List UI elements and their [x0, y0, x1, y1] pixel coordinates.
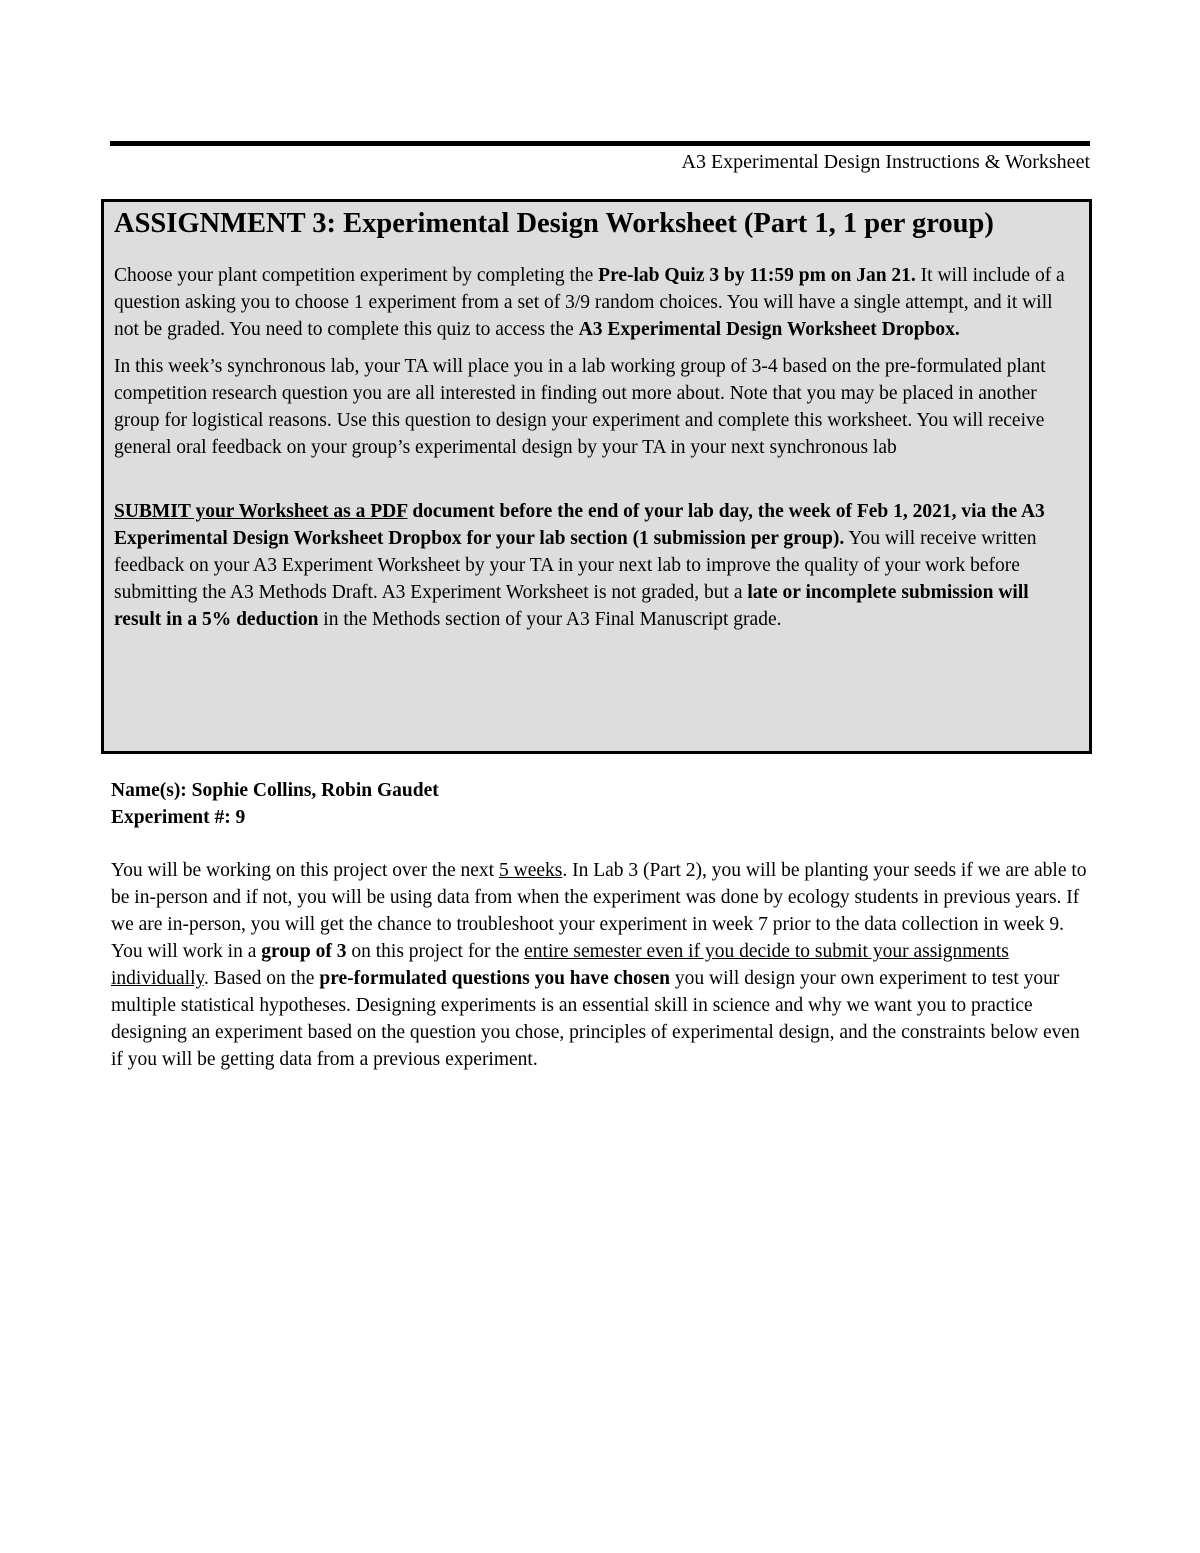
quiz-instructions-paragraph: [114, 262, 1079, 343]
assignment-instructions-box: [101, 199, 1092, 754]
dropbox-name: A3 Experimental Design Worksheet Dropbox.: [578, 319, 960, 340]
header-rule: [110, 141, 1090, 146]
assignment-heading: ASSIGNMENT 3: Experimental Design Worksheet (Part 1, 1 per group): [114, 208, 994, 239]
late-penalty: late or incomplete submission will result in a 5% deduction: [114, 582, 1029, 630]
group-size: group of 3: [261, 941, 347, 962]
lab-group-paragraph: In this week’s synchronous lab, your TA will place you in a lab working group of 3-4 based on the pre-formulated plant competition research question you are all interested in finding out more about. Note that you may be placed in another group for logistical reasons. Use this question to design your experiment and complete this worksheet. You will receive general oral feedback on your group’s experimental design by your TA in your next synchronous lab: [114, 356, 1046, 458]
submission-deadline: document before the end of your lab day, the week of Feb 1, 2021, via the A3 Experimental Design Worksheet Dropbox for your lab section (1 submission per group).: [114, 501, 1045, 549]
document-header-title: A3 Experimental Design Instructions & Worksheet: [681, 151, 1090, 173]
overview-text-c: on this project for the: [346, 941, 525, 962]
submission-paragraph: [114, 498, 1079, 633]
quiz-text-a: Choose your plant competition experiment by completing the: [114, 265, 599, 286]
semester-commitment: entire semester even if you decide to submit your assignments individually: [111, 941, 1009, 989]
group-names: Name(s): Sophie Collins, Robin Gaudet: [111, 780, 439, 801]
experiment-number: Experiment #: 9: [111, 807, 246, 828]
project-duration: 5 weeks: [498, 860, 563, 881]
group-info: [111, 777, 439, 831]
submission-text-a: You will receive written feedback on your A3 Experiment Worksheet by your TA in your next lab to improve the quality of your work before submitting the A3 Methods Draft. A3 Experiment Worksheet is not graded, but a: [114, 528, 1037, 603]
overview-text-a: You will be working on this project over the next: [111, 860, 499, 881]
chosen-questions: pre-formulated questions you have chosen: [319, 968, 671, 989]
submit-pdf-emphasis: SUBMIT your Worksheet as a PDF: [114, 501, 408, 522]
overview-text-d: . Based on the: [203, 968, 320, 989]
quiz-text-b: It will include of a question asking you to choose 1 experiment from a set of 3/9 random choices. You will have a single attempt, and it will not be graded. You need to complete this quiz to access the: [114, 265, 1065, 340]
submission-text-b: in the Methods section of your A3 Final Manuscript grade.: [318, 609, 782, 630]
overview-text-e: you will design your own experiment to test your multiple statistical hypotheses. Designing experiments is an essential skill in science and why we want you to practice designing an experiment based on the question you chose, principles of experimental design, and the constraints below even if you will be getting data from a previous experiment.: [111, 968, 1080, 1070]
quiz-deadline: Pre-lab Quiz 3 by 11:59 pm on Jan 21.: [598, 265, 916, 286]
overview-text-b: . In Lab 3 (Part 2), you will be planting your seeds if we are able to be in-person and if not, you will be using data from when the experiment was done by ecology students in previous years. If we are in-person, you will get the chance to troubleshoot your experiment in week 7 prior to the data collection in week 9. You will work in a: [111, 860, 1087, 962]
project-overview-paragraph: [111, 857, 1091, 1073]
